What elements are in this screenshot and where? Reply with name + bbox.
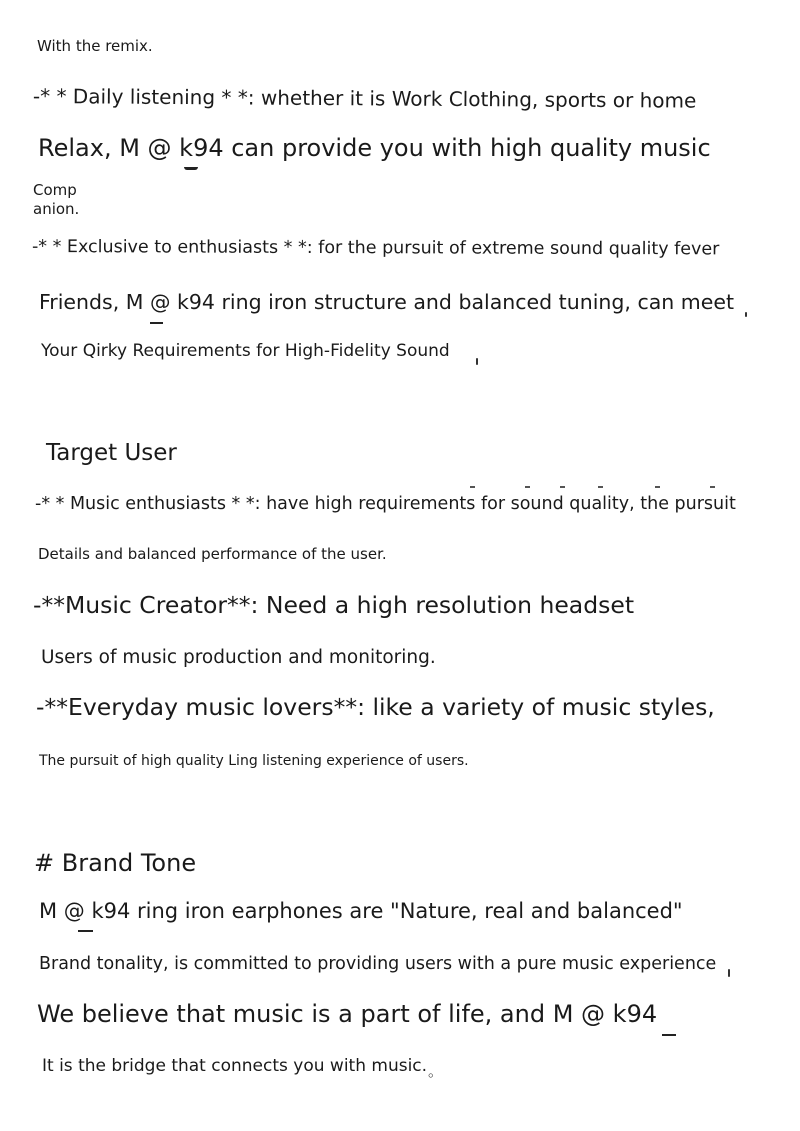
text-line-everyday-lovers: -**Everyday music lovers**: like a variety of music styles, xyxy=(36,693,715,721)
text-line-bridge: It is the bridge that connects you with music. xyxy=(42,1056,428,1076)
print-speckle xyxy=(470,486,475,488)
print-speckle xyxy=(655,486,660,488)
text-line-daily-listening: -* * Daily listening * *: whether it is Work Clothing, sports or home xyxy=(32,84,697,113)
text-line-users-production: Users of music production and monitoring. xyxy=(41,647,436,668)
underline-mark xyxy=(150,322,163,324)
stray-mark xyxy=(745,312,747,317)
end-mark: 。 xyxy=(428,1062,444,1080)
text-line-anion: anion. xyxy=(33,200,80,218)
text-line-music-enthusiasts: -* * Music enthusiasts * *: have high requirements for sound quality, the pursuit xyxy=(35,494,736,514)
underline-mark xyxy=(184,167,198,170)
stray-mark xyxy=(728,969,730,977)
text-line-relax: Relax, M @ k94 can provide you with high quality music xyxy=(38,134,711,162)
print-speckle xyxy=(598,486,603,488)
text-line-remix: With the remix. xyxy=(37,37,153,55)
text-line-nature-real-balanced: M @ k94 ring iron earphones are "Nature, real and balanced" xyxy=(39,899,683,923)
underline-mark xyxy=(78,930,93,932)
print-speckle xyxy=(560,486,565,488)
text-line-exclusive: -* * Exclusive to enthusiasts * *: for the pursuit of extreme sound quality fever xyxy=(31,237,720,260)
section-heading-target-user: Target User xyxy=(46,440,177,466)
stray-mark xyxy=(476,358,478,365)
text-line-friends: Friends, M @ k94 ring iron structure and balanced tuning, can meet xyxy=(39,290,735,314)
text-line-details: Details and balanced performance of the user. xyxy=(38,545,387,563)
text-line-comp: Comp xyxy=(33,181,77,199)
text-line-qirky: Your Qirky Requirements for High-Fidelity Sound xyxy=(41,341,450,361)
stray-mark xyxy=(662,1034,676,1036)
print-speckle xyxy=(525,486,530,488)
text-line-music-creator: -**Music Creator**: Need a high resolution headset xyxy=(33,591,635,619)
text-line-pursuit-ling: The pursuit of high quality Ling listening experience of users. xyxy=(39,753,469,769)
text-line-brand-tonality: Brand tonality, is committed to providing users with a pure music experience xyxy=(39,954,717,974)
text-line-we-believe: We believe that music is a part of life, and M @ k94 xyxy=(37,1000,658,1028)
section-heading-brand-tone: # Brand Tone xyxy=(34,849,197,877)
print-speckle xyxy=(710,486,715,488)
